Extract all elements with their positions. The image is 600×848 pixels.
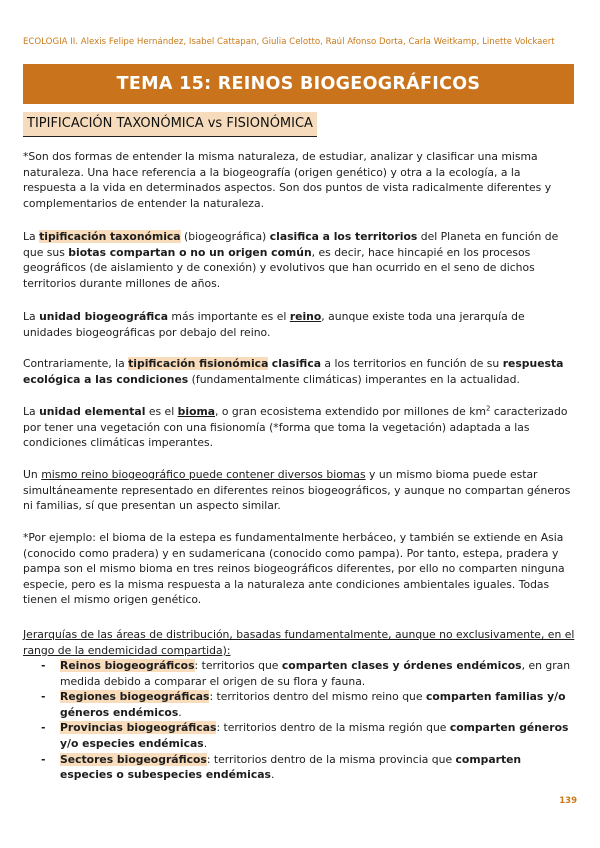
paragraph-intro: *Son dos formas de entender la misma naturaleza, de estudiar, analizar y clasificar una misma naturaleza. Una hace referencia a la biogeografía (origen genético) y otra a la ecología, a la respuesta a la vida en determinados aspectos. Son dos puntos de vista radicalmente diferentes y complementarios de entender la naturaleza. bbox=[23, 150, 552, 210]
hierarchy-item-reinos: - Reinos biogeográficos: territorios que comparten clases y órdenes endémicos, en gran medida debido a comparar el origen de su flora y fauna. bbox=[41, 659, 571, 688]
paragraph-taxonomic: La tipificación taxonómica (biogeográfica) clasifica a los territorios del Planeta en función de que sus biotas compartan o no un origen común, es decir, hace hincapié en los procesos geográficos (de aislamiento y de conexión) y evolutivos que han ocurrido en el seno de dichos territorios durante millones de años. bbox=[23, 230, 559, 290]
chapter-title: TEMA 15: REINOS BIOGEOGRÁFICOS bbox=[116, 74, 481, 94]
underlined-statement: mismo reino biogeográfico puede contener diversos biomas bbox=[41, 468, 366, 481]
term-reino: reino bbox=[289, 310, 322, 323]
running-header-authors: ECOLOGÍA II. Alexis Felipe Hernández, Isabel Cattapan, Giulia Celotto, Raúl Afonso Dorta, Carla Weitkamp, Linette Volckaert bbox=[23, 37, 555, 47]
hierarchy-item-provincias: - Provincias biogeográficas: territorios dentro de la misma región que comparten géneros y/o especies endémicas. bbox=[41, 721, 569, 750]
paragraph-biome: La unidad elemental es el bioma, o gran ecosistema extendido por millones de $km^2$ caracterizado por tener una vegetación con una fisionomía (*forma que toma la vegetación) adaptada a las condiciones climáticas imperantes. bbox=[23, 404, 568, 450]
hierarchy-item-regiones: - Regiones biogeográficas: territorios dentro del mismo reino que comparten familias y/o géneros endémicos. bbox=[41, 690, 566, 719]
paragraph-realm-biomes: Un mismo reino biogeográfico puede contener diversos biomas y un mismo bioma puede estar simultáneamente representado en diferentes reinos biogeográficos, y aunque no compartan géneros ni familias, sí que presentan un aspecto similar. bbox=[23, 468, 571, 513]
chapter-title-banner bbox=[23, 64, 574, 104]
highlight-taxonomic-typification: tipificación taxonómica bbox=[39, 230, 181, 243]
section-heading: TIPIFICACIÓN TAXONÓMICA vs FISIONÓMICA bbox=[23, 112, 317, 137]
paragraph-biogeographic-unit: La unidad biogeográfica más importante es el reino, aunque existe toda una jerarquía de unidades biogeográficas por debajo del reino. bbox=[23, 310, 525, 339]
term-bioma: bioma bbox=[177, 405, 216, 418]
paragraph-physiognomic: Contrariamente, la tipificación fisionómica clasifica a los territorios en función de su respuesta ecológica a las condiciones (fundamentalmente climáticas) imperantes en la actualidad. bbox=[23, 357, 564, 386]
hierarchy-item-sectores: - Sectores biogeográficos: territorios dentro de la misma provincia que comparten especies o subespecies endémicas. bbox=[41, 752, 522, 782]
hierarchy-list bbox=[23, 658, 575, 783]
paragraph-example: *Por ejemplo: el bioma de la estepa es fundamentalmente herbáceo, y también se extiende en Asia (conocido como pradera) y en sudamericana (conocido como pampa). Por tanto, estepa, pradera y pampa son el mismo bioma en tres reinos biogeográficos diferentes, por ello no comparten ninguna especie, pero es la misma respuesta a la naturaleza ante condiciones ambientales iguales. Todas tienen el mismo origen genético. bbox=[23, 531, 565, 607]
page-number: 139 bbox=[559, 796, 577, 806]
highlight-physiognomic-typification: tipificación fisionómica bbox=[128, 357, 269, 370]
hierarchy-intro: Jerarquías de las áreas de distribución, basadas fundamentalmente, aunque no exclusivamente, en el rango de la endemicidad compartida): bbox=[23, 628, 575, 657]
